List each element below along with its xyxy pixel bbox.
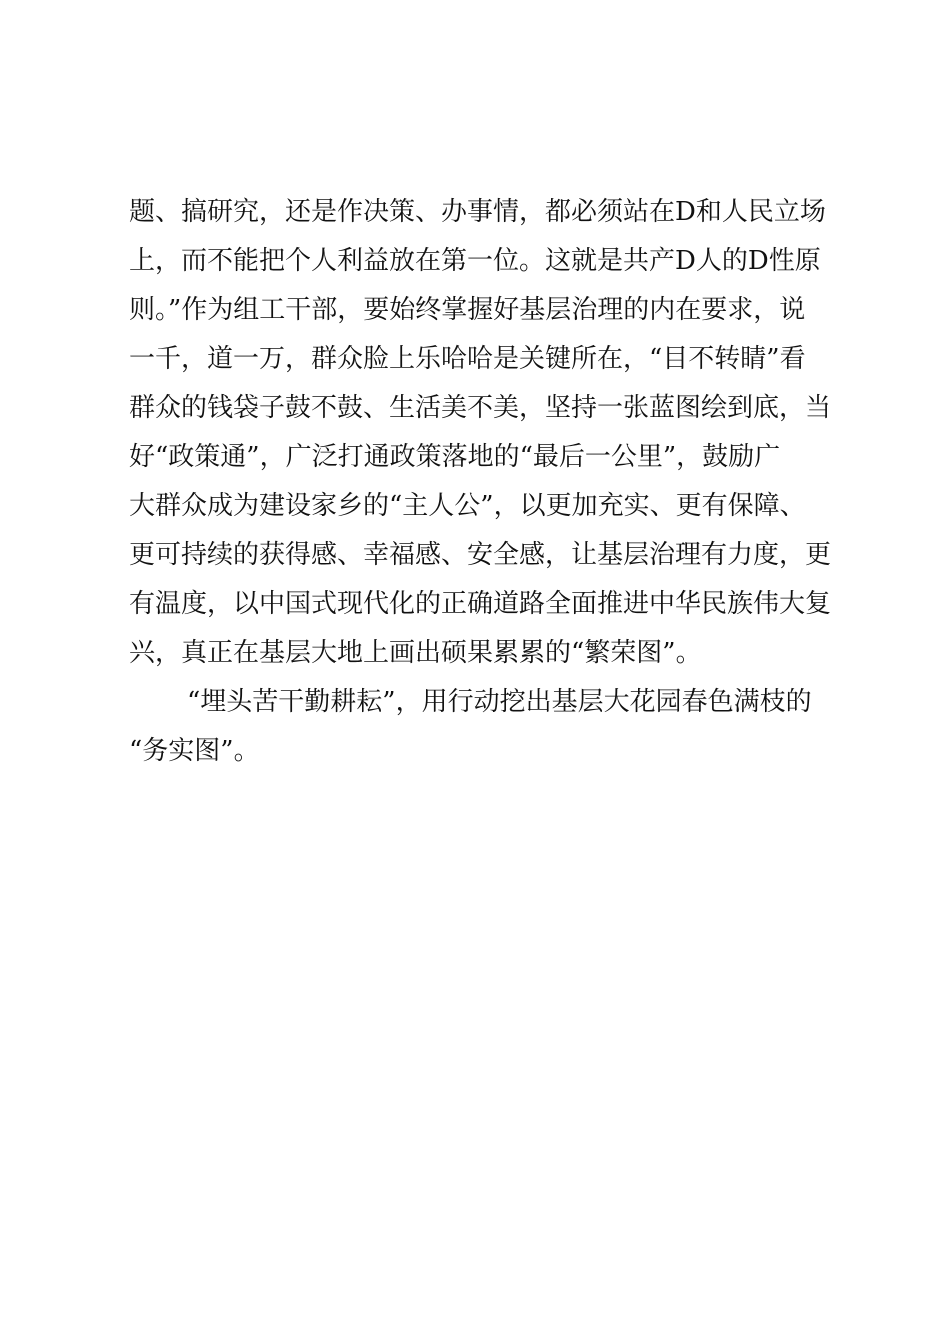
text-line: 有温度，以中国式现代化的正确道路全面推进中华民族伟大复 xyxy=(129,589,832,619)
paragraph-1 xyxy=(129,188,849,678)
paragraph-2 xyxy=(129,678,849,776)
text-line: 题、搞研究，还是作决策、办事情，都必须站在D和人民立场 xyxy=(129,197,826,227)
text-line: 群众的钱袋子鼓不鼓、生活美不美，坚持一张蓝图绘到底，当 xyxy=(129,393,832,423)
text-line: 上，而不能把个人利益放在第一位。这就是共产D人的D性原 xyxy=(129,246,821,276)
text-line: “埋头苦干勤耕耘”，用行动挖出基层大花园春色满枝的 xyxy=(187,687,812,717)
text-line: 大群众成为建设家乡的“主人公”，以更加充实、更有保障、 xyxy=(129,491,806,521)
text-line: 兴，真正在基层大地上画出硕果累累的“繁荣图”。 xyxy=(129,638,702,668)
text-line: 好“政策通”，广泛打通政策落地的“最后一公里”，鼓励广 xyxy=(129,442,781,472)
text-line: 一千，道一万，群众脸上乐哈哈是关键所在，“目不转睛”看 xyxy=(129,344,806,374)
body-text xyxy=(129,188,849,776)
text-line: 更可持续的获得感、幸福感、安全感，让基层治理有力度，更 xyxy=(129,540,832,570)
text-line: “务实图”。 xyxy=(129,736,260,766)
text-line: 则。”作为组工干部，要始终掌握好基层治理的内在要求，说 xyxy=(129,295,806,325)
